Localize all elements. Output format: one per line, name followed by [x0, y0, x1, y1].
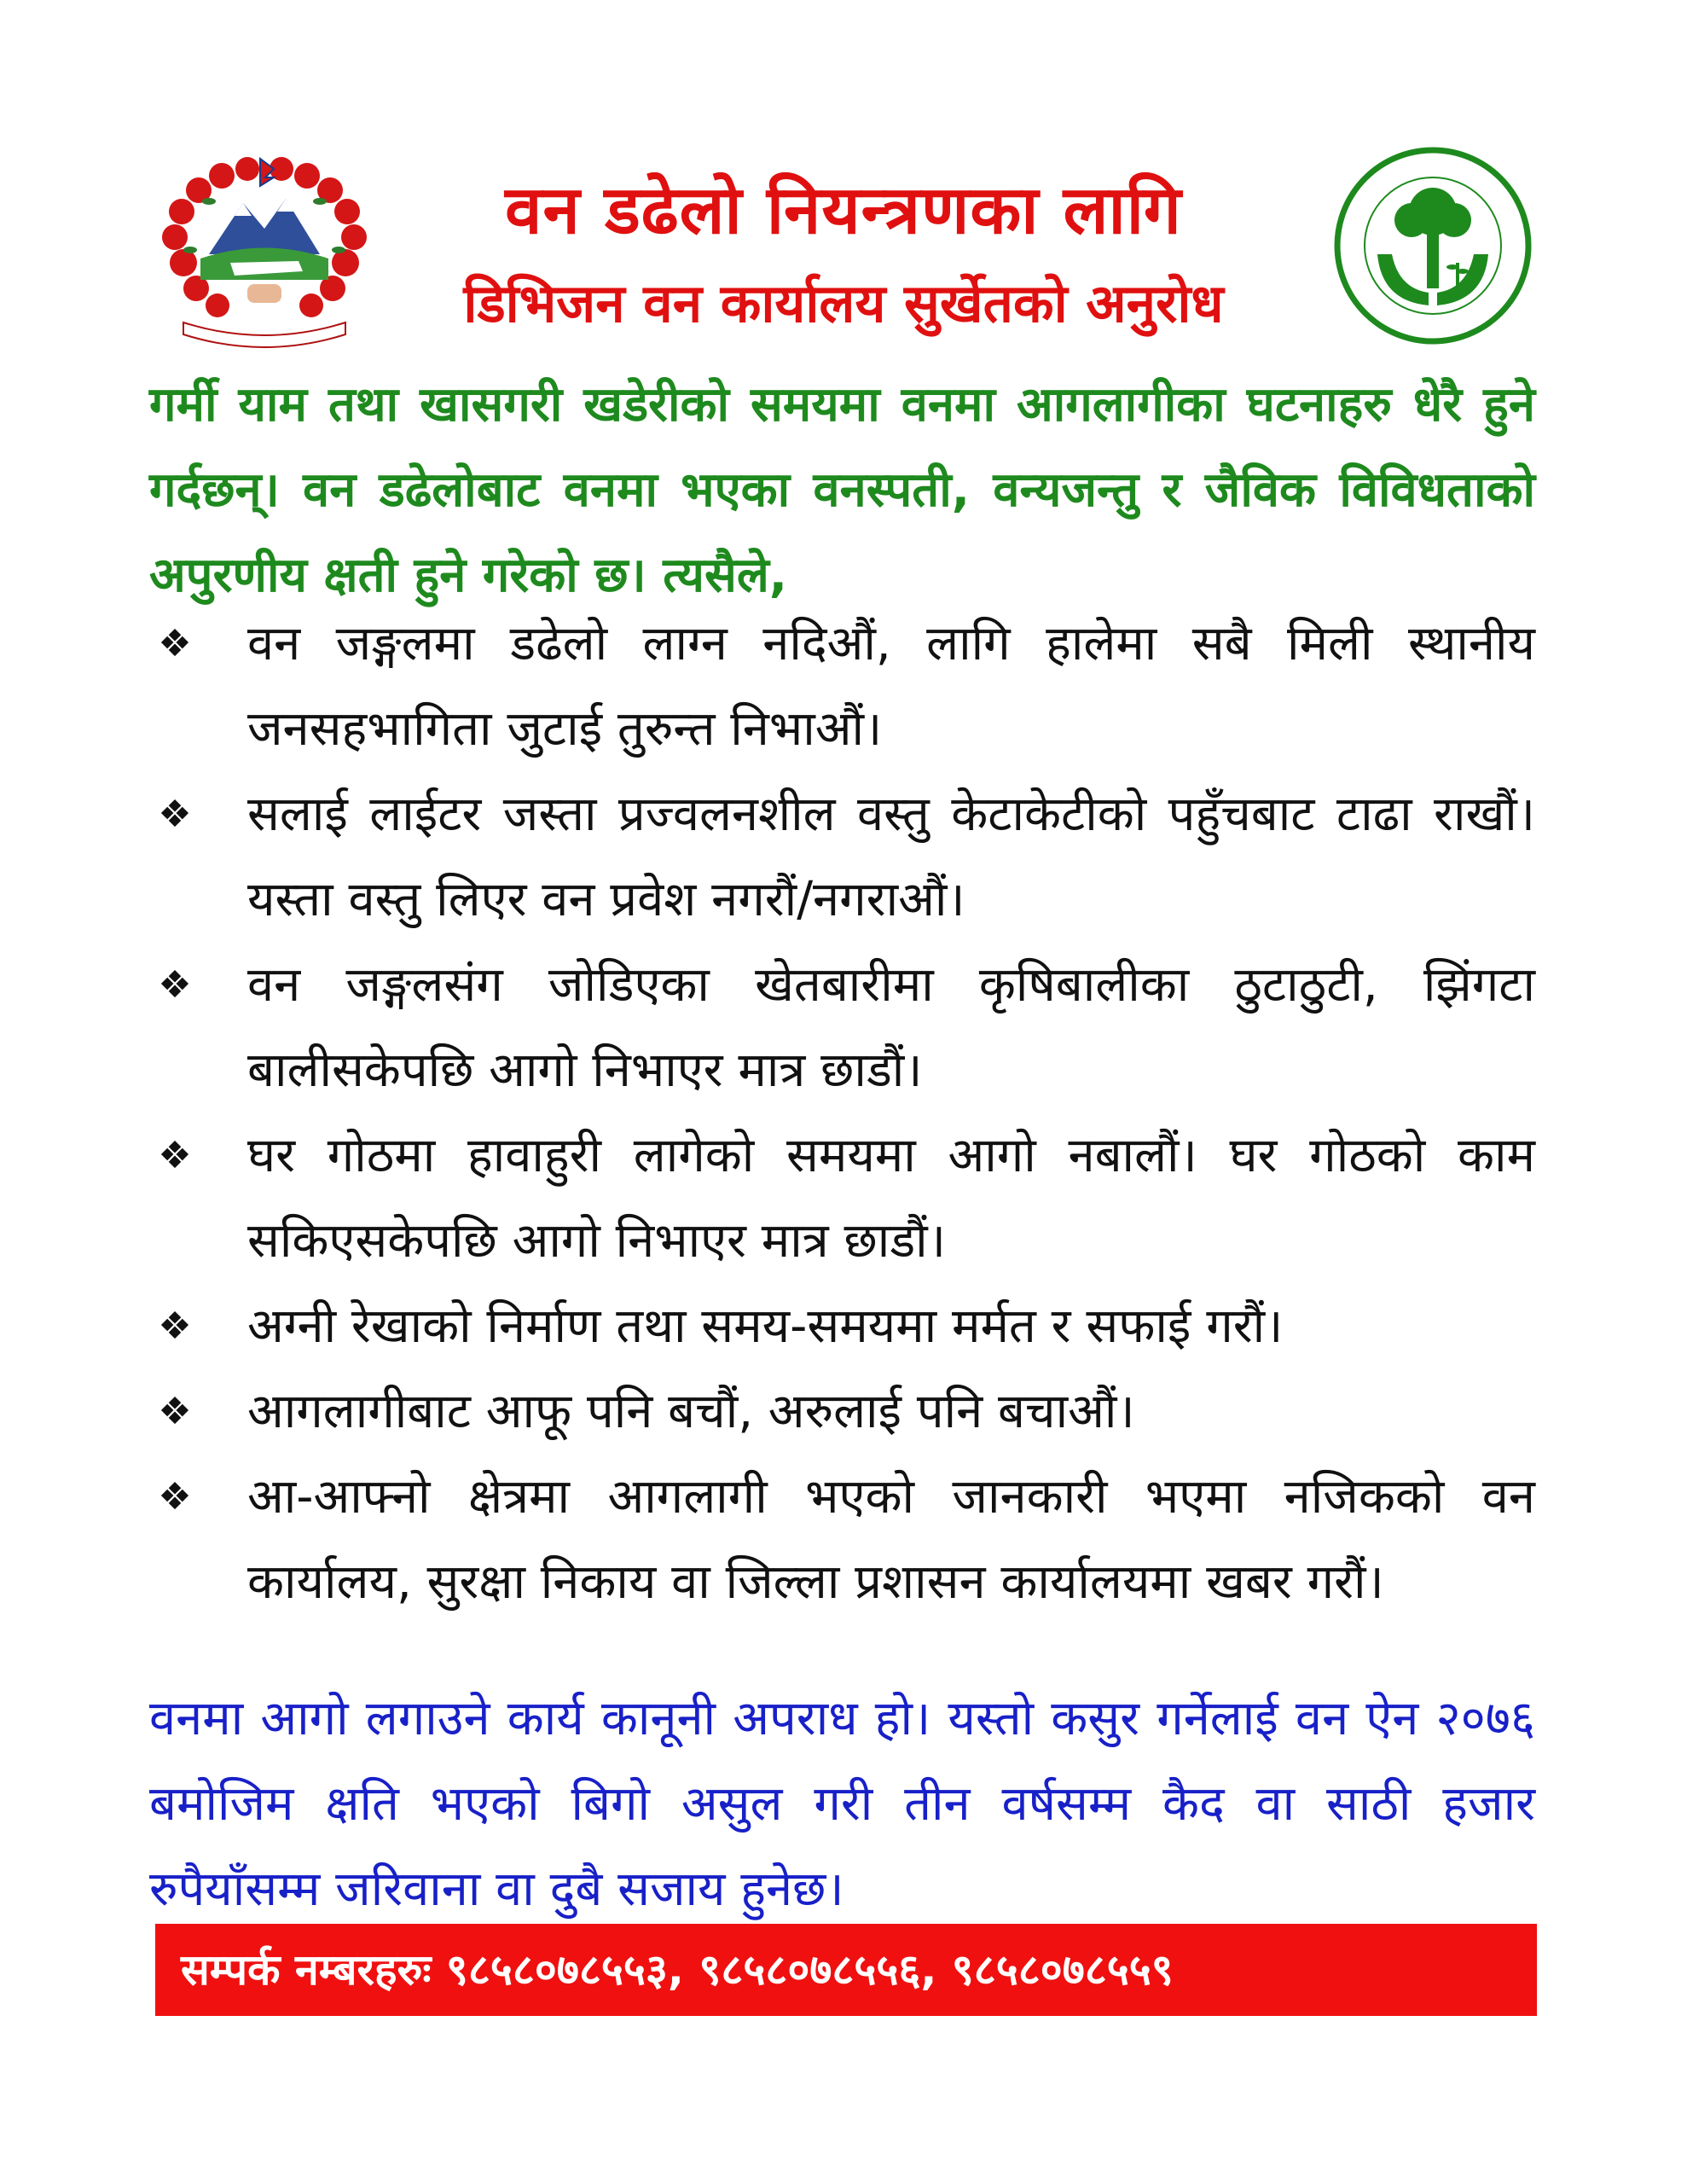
list-item	[149, 1369, 1535, 1455]
diamond-bullet-icon: ❖	[158, 793, 192, 836]
list-item-text: वन जङ्गलमा डढेलो लाग्न नदिऔं, लागि हालेमा सबै मिली स्थानीय जनसहभागिता जुटाई तुरुन्त निभाऔं।	[247, 616, 1535, 757]
diamond-bullet-icon: ❖	[158, 1390, 192, 1433]
list-item	[149, 943, 1535, 1113]
list-item-text: वन जङ्गलसंग जोडिएका खेतबारीमा कृषिबालीका ठुटाठुटी, झिंगटा बालीसकेपछि आगो निभाएर मात्र छाडौं।	[247, 957, 1535, 1098]
diamond-bullet-icon: ❖	[158, 1134, 192, 1177]
legal-warning: वनमा आगो लगाउने कार्य कानूनी अपराध हो। यस्तो कसुर गर्नेलाई वन ऐन २०७६ बमोजिम क्षति भएको बिगो असुल गरी तीन वर्षसम्म कैद वा साठी हजार रुपैयाँसम्म जरिवाना वा दुबै सजाय हुनेछ।	[149, 1691, 1535, 1917]
diamond-bullet-icon: ❖	[158, 963, 192, 1007]
diamond-bullet-icon: ❖	[158, 622, 192, 665]
list-item-text: सलाई लाईटर जस्ता प्रज्वलनशील वस्तु केटाकेटीको पहुँचबाट टाढा राखौं। यस्ता वस्तु लिएर वन प्रवेश नगरौं/नगराऔं।	[247, 787, 1535, 927]
list-item-text: आ-आफ्नो क्षेत्रमा आगलागी भएको जानकारी भएमा नजिकको वन कार्यालय, सुरक्षा निकाय वा जिल्ला प्रशासन कार्यालयमा खबर गरौं।	[247, 1469, 1535, 1610]
page-subtitle: डिभिजन वन कार्यालय सुर्खेतको अनुरोध	[463, 272, 1224, 334]
list-item	[149, 1284, 1535, 1369]
guideline-list	[149, 601, 1535, 1625]
list-item-text: आगलागीबाट आफू पनि बचौं, अरुलाई पनि बचाऔं।	[247, 1384, 1135, 1439]
list-item-text: अग्नी रेखाको निर्माण तथा समय-समयमा मर्मत र सफाई गरौं।	[247, 1298, 1284, 1354]
diamond-bullet-icon: ❖	[158, 1475, 192, 1519]
list-item	[149, 772, 1535, 943]
list-item	[149, 601, 1535, 772]
contact-numbers: सम्पर्क नम्बरहरुः ९८५८०७८५५३, ९८५८०७८५५६, ९८५८०७८५५९	[181, 1945, 1174, 1995]
intro-paragraph: गर्मी याम तथा खासगरी खडेरीको समयमा वनमा आगलागीका घटनाहरु धेरै हुने गर्दछन्। वन डढेलोबाट वनमा भएका वनस्पती, वन्यजन्तु र जैविक विविधताको अपुरणीय क्षती हुने गरेको छ। त्यसैले,	[149, 377, 1535, 603]
list-item	[149, 1113, 1535, 1284]
list-item	[149, 1455, 1535, 1625]
diamond-bullet-icon: ❖	[158, 1304, 192, 1348]
page-title: वन डढेलो नियन्त्रणका लागि	[505, 172, 1182, 249]
contact-banner	[155, 1924, 1537, 2016]
list-item-text: घर गोठमा हावाहुरी लागेको समयमा आगो नबालौं। घर गोठको काम सकिएसकेपछि आगो निभाएर मात्र छाडौं।	[247, 1128, 1535, 1269]
